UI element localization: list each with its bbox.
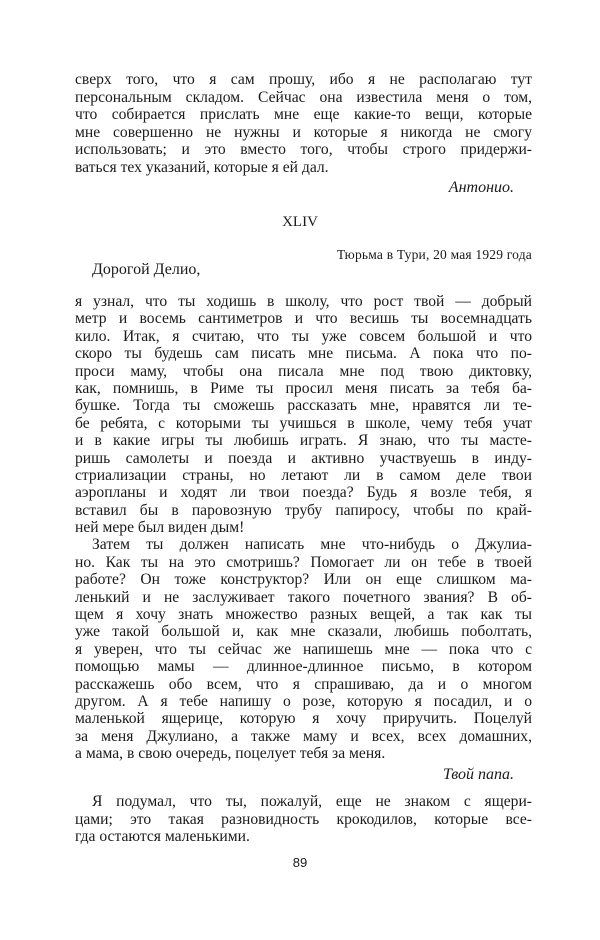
text-line: аэропланы и ходят ли твои поезда? Будь я возле тебя, я (75, 484, 532, 502)
text-line: Я подумал, что ты, пожалуй, еще не знаком с ящери- (92, 793, 532, 810)
text-line: маленькой ящерице, которую я хочу приручить. Поцелуй (75, 710, 532, 728)
text-line: я узнал, что ты ходишь в школу, что рост твой — добрый (75, 293, 532, 310)
letter-dateline: Тюрьма в Тури, 20 мая 1929 года (336, 247, 532, 262)
text-line: бушке. Тогда ты сможешь рассказать мне, нравятся ли те- (75, 397, 532, 415)
signature-papa: Твой папа. (442, 766, 514, 783)
text-line: вставил бы в паровозную трубу папиросу, чтобы по край- (75, 501, 532, 519)
text-line: цами; это такая разновидность крокодилов, которые все- (75, 810, 532, 828)
text-line: бе ребята, с которыми ты учишься в школе, чему тебя учат (75, 414, 532, 432)
text-line: Затем ты должен написать мне что-нибудь о Джулиа- (92, 536, 532, 554)
text-line: ленький и не заслуживает такого почетного звания? В об- (75, 588, 532, 606)
text-line: но. Как ты на это смотришь? Помогает ли он тебе в твоей (75, 553, 532, 571)
text-line: использовать; и это вместо того, чтобы строго придержи- (75, 141, 532, 158)
text-line: и в какие игры ты любишь играть. Я знаю, что ты масте- (75, 432, 532, 450)
text-line: другом. А я тебе напишу о розе, которую я посадил, и о (75, 692, 532, 710)
text-line: уже такой большой и, как мне сказали, любишь поболтать, (75, 623, 532, 641)
text-line: помощью мамы — длинное-длинное письмо, в котором (75, 658, 532, 676)
text-line: проси маму, чтобы она писала мне под твою диктовку, (75, 362, 532, 380)
text-line: персональным складом. Сейчас она известила меня о том, (75, 88, 532, 106)
text-line: ваться тех указаний, которые я ей дал. (75, 158, 329, 176)
paragraph-continuation (75, 71, 532, 176)
text-line: мне совершенно не нужны и которые я никогда не смогу (75, 123, 532, 141)
signature-antonio: Антонио. (448, 179, 514, 196)
text-line: ришь самолеты и поезда и активно участвуешь в инду- (75, 449, 532, 467)
text-line: ней мере был виден дым! (75, 519, 245, 537)
postscript-paragraph (75, 793, 532, 846)
letter-greeting: Дорогой Делио, (92, 261, 201, 278)
page-number: 89 (292, 855, 308, 870)
text-line: как, помнишь, в Риме ты просил меня писать за тебя ба- (75, 379, 532, 397)
text-line: работе? Он тоже конструктор? Или он еще слишком ма- (75, 571, 532, 589)
text-line: метр и восемь сантиметров и что весишь ты восемнадцать (75, 310, 532, 328)
text-line: скоро ты будешь сам писать мне письма. А пока что по- (75, 345, 532, 363)
chapter-number: XLIV (282, 214, 318, 230)
text-line: сверх того, что я сам прошу, ибо я не располагаю тут (75, 71, 532, 88)
text-line: что собирается прислать мне еще какие-то вещи, которые (75, 106, 532, 123)
text-line: за меня Джулиано, а также маму и всех, всех домашних, (75, 727, 532, 745)
text-line: гда остаются маленькими. (75, 828, 250, 845)
text-line: стриализации страны, но летают ли в самом деле твои (75, 466, 532, 484)
text-line: кило. Итак, я считаю, что ты уже совсем большой и что (75, 327, 532, 345)
text-line: щем я хочу знать множество разных вещей, а так как ты (75, 606, 532, 624)
letter-body (75, 293, 532, 763)
text-line: а мама, в свою очередь, поцелует тебя за меня. (75, 745, 386, 763)
text-line: расскажешь обо всем, что я спрашиваю, да и о многом (75, 675, 532, 693)
text-line: я уверен, что ты сейчас же напишешь мне — пока что с (75, 640, 532, 658)
